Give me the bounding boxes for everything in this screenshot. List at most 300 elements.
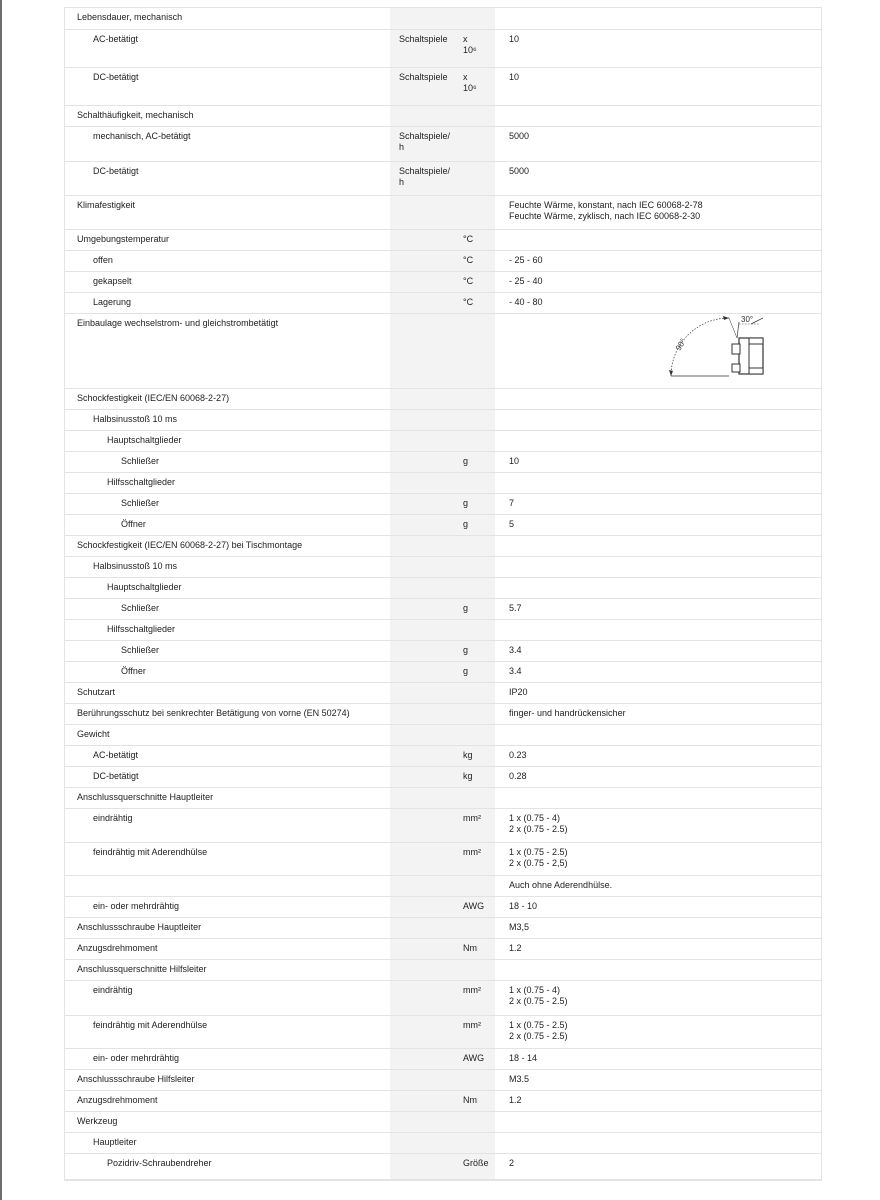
spec-unit-type-line: Schaltspiele <box>399 33 448 44</box>
spec-row <box>65 787 821 808</box>
spec-unit-line: Nm <box>463 1094 477 1105</box>
spec-value-line: 2 x (0.75 - 2.5) <box>509 995 568 1006</box>
spec-unit-type <box>390 1069 452 1090</box>
spec-label: DC-betätigt <box>65 766 390 787</box>
spec-row <box>65 703 821 724</box>
spec-value <box>495 451 821 472</box>
spec-label: Schließer <box>65 493 390 514</box>
spec-unit <box>452 917 495 938</box>
spec-value <box>495 577 821 598</box>
spec-value <box>495 917 821 938</box>
spec-value <box>495 388 821 409</box>
spec-label: Halbsinusstoß 10 ms <box>65 556 390 577</box>
spec-unit <box>452 313 495 388</box>
angle-90-label: 90° <box>673 336 688 352</box>
spec-unit-type <box>390 875 452 896</box>
spec-unit <box>452 787 495 808</box>
spec-unit-line: g <box>463 518 469 529</box>
spec-unit-type <box>390 161 452 195</box>
spec-label: Schließer <box>65 640 390 661</box>
spec-unit-type <box>390 938 452 959</box>
spec-unit <box>452 703 495 724</box>
spec-value-line: 3.4 <box>509 665 522 676</box>
spec-label: Lagerung <box>65 292 390 313</box>
spec-value <box>495 67 821 105</box>
spec-unit <box>452 766 495 787</box>
spec-unit <box>452 598 495 619</box>
spec-row <box>65 292 821 313</box>
spec-value <box>495 29 821 67</box>
spec-unit-type <box>390 896 452 917</box>
spec-row <box>65 842 821 875</box>
spec-label: Hauptschaltglieder <box>65 430 390 451</box>
mounting-position-diagram <box>659 316 789 382</box>
spec-value <box>495 703 821 724</box>
spec-label: Hauptleiter <box>65 1132 390 1153</box>
spec-unit <box>452 451 495 472</box>
spec-value-line: 1 x (0.75 - 4) <box>509 812 561 823</box>
spec-value-line: 7 <box>509 497 515 508</box>
spec-label: Pozidriv-Schraubendreher <box>65 1153 390 1179</box>
spec-unit-type <box>390 959 452 980</box>
spec-unit-line: x <box>463 33 468 44</box>
spec-unit-type <box>390 195 452 229</box>
spec-unit <box>452 271 495 292</box>
spec-unit-type <box>390 535 452 556</box>
spec-row <box>65 980 821 1015</box>
spec-label: ein- oder mehrdrähtig <box>65 896 390 917</box>
spec-value <box>495 875 821 896</box>
spec-value-line: 2 x (0.75 - 2.5) <box>509 1030 568 1041</box>
spec-row <box>65 1069 821 1090</box>
spec-unit <box>452 8 495 29</box>
spec-value <box>495 229 821 250</box>
spec-value-line: 0.28 <box>509 770 527 781</box>
spec-row <box>65 640 821 661</box>
spec-unit-type <box>390 556 452 577</box>
spec-row <box>65 250 821 271</box>
spec-value-line: 5000 <box>509 165 530 176</box>
spec-unit-type <box>390 292 452 313</box>
spec-value <box>495 409 821 430</box>
spec-value <box>495 1069 821 1090</box>
spec-value <box>495 1132 821 1153</box>
spec-value <box>495 682 821 703</box>
spec-row <box>65 896 821 917</box>
spec-unit-type <box>390 409 452 430</box>
spec-unit-type <box>390 105 452 126</box>
spec-value-line: Feuchte Wärme, konstant, nach IEC 60068-2-78 <box>509 199 703 210</box>
spec-value <box>495 938 821 959</box>
spec-unit-type <box>390 682 452 703</box>
spec-unit <box>452 472 495 493</box>
spec-row <box>65 1048 821 1069</box>
spec-unit <box>452 388 495 409</box>
spec-value-line: Auch ohne Aderendhülse. <box>509 879 613 890</box>
spec-unit <box>452 430 495 451</box>
spec-label: AC-betätigt <box>65 745 390 766</box>
spec-unit <box>452 619 495 640</box>
spec-row <box>65 1132 821 1153</box>
spec-unit-line: °C <box>463 275 474 286</box>
spec-value <box>495 292 821 313</box>
spec-unit-type <box>390 1132 452 1153</box>
spec-row <box>65 808 821 842</box>
spec-label: Gewicht <box>65 724 390 745</box>
spec-unit-line: Nm <box>463 942 477 953</box>
spec-unit-line: x <box>463 71 468 82</box>
spec-unit-line: mm² <box>463 1019 481 1030</box>
spec-value <box>495 493 821 514</box>
spec-value <box>495 598 821 619</box>
spec-unit <box>452 875 495 896</box>
spec-row <box>65 682 821 703</box>
spec-row <box>65 556 821 577</box>
spec-row <box>65 598 821 619</box>
spec-unit-line: °C <box>463 233 474 244</box>
spec-unit <box>452 938 495 959</box>
spec-row <box>65 161 821 195</box>
spec-unit-type <box>390 8 452 29</box>
spec-value <box>495 808 821 842</box>
spec-unit <box>452 67 495 105</box>
spec-label: Anschlussquerschnitte Hilfsleiter <box>65 959 390 980</box>
spec-unit-line: mm² <box>463 846 481 857</box>
spec-label: Anschlussschraube Hilfsleiter <box>65 1069 390 1090</box>
spec-label: Lebensdauer, mechanisch <box>65 8 390 29</box>
spec-label: Klimafestigkeit <box>65 195 390 229</box>
spec-label: Anzugsdrehmoment <box>65 1090 390 1111</box>
spec-value <box>495 161 821 195</box>
spec-label: Öffner <box>65 514 390 535</box>
spec-label: Umgebungstemperatur <box>65 229 390 250</box>
spec-value-line: 18 - 14 <box>509 1052 538 1063</box>
spec-value-line: IP20 <box>509 686 528 697</box>
spec-label: Halbsinusstoß 10 ms <box>65 409 390 430</box>
spec-row <box>65 938 821 959</box>
spec-value-line: 2 x (0.75 - 2.5) <box>509 823 568 834</box>
spec-unit-type <box>390 430 452 451</box>
spec-label: Schockfestigkeit (IEC/EN 60068-2-27) bei Tischmontage <box>65 535 390 556</box>
spec-unit-line: 10⁶ <box>463 82 477 93</box>
spec-unit <box>452 1153 495 1179</box>
angle-30-label: 30° <box>741 315 754 324</box>
spec-unit-line: AWG <box>463 1052 485 1063</box>
spec-unit-line: g <box>463 644 469 655</box>
spec-unit <box>452 29 495 67</box>
spec-unit-type <box>390 808 452 842</box>
spec-unit <box>452 195 495 229</box>
spec-row <box>65 959 821 980</box>
spec-unit-type <box>390 724 452 745</box>
spec-sheet <box>64 7 822 1181</box>
spec-unit-line: g <box>463 665 469 676</box>
spec-row <box>65 8 821 29</box>
spec-unit <box>452 661 495 682</box>
spec-value <box>495 556 821 577</box>
spec-value <box>495 250 821 271</box>
spec-unit <box>452 105 495 126</box>
spec-row <box>65 229 821 250</box>
spec-row <box>65 535 821 556</box>
spec-unit-type-line: h <box>399 176 405 187</box>
spec-unit-type <box>390 703 452 724</box>
spec-label: gekapselt <box>65 271 390 292</box>
spec-unit-line: g <box>463 455 469 466</box>
spec-row <box>65 195 821 229</box>
spec-unit-type <box>390 472 452 493</box>
spec-unit-line: AWG <box>463 900 485 911</box>
spec-unit <box>452 556 495 577</box>
spec-value-line: Feuchte Wärme, zyklisch, nach IEC 60068-2-30 <box>509 210 701 221</box>
spec-label <box>65 875 390 896</box>
spec-unit <box>452 577 495 598</box>
spec-label: Schließer <box>65 598 390 619</box>
spec-label: Hilfsschaltglieder <box>65 619 390 640</box>
spec-unit-type <box>390 1090 452 1111</box>
spec-unit <box>452 682 495 703</box>
spec-row <box>65 1111 821 1132</box>
spec-row <box>65 271 821 292</box>
spec-unit <box>452 514 495 535</box>
spec-row <box>65 451 821 472</box>
spec-label: offen <box>65 250 390 271</box>
spec-unit <box>452 161 495 195</box>
spec-unit-type <box>390 29 452 67</box>
spec-value <box>495 313 821 388</box>
spec-value <box>495 959 821 980</box>
spec-unit-type <box>390 229 452 250</box>
spec-row <box>65 493 821 514</box>
spec-unit-line: °C <box>463 254 474 265</box>
spec-unit-type-line: Schaltspiele/ <box>399 165 451 176</box>
spec-unit-type <box>390 766 452 787</box>
spec-label: Schutzart <box>65 682 390 703</box>
spec-value <box>495 619 821 640</box>
spec-unit-line: °C <box>463 296 474 307</box>
spec-unit-line: mm² <box>463 984 481 995</box>
spec-value <box>495 1090 821 1111</box>
spec-row <box>65 875 821 896</box>
spec-row <box>65 430 821 451</box>
spec-label: Öffner <box>65 661 390 682</box>
spec-unit <box>452 1069 495 1090</box>
spec-row <box>65 724 821 745</box>
spec-unit <box>452 896 495 917</box>
spec-value <box>495 271 821 292</box>
spec-unit-type <box>390 388 452 409</box>
spec-value-line: 5 <box>509 518 515 529</box>
spec-label: AC-betätigt <box>65 29 390 67</box>
spec-label: Anschlussschraube Hauptleiter <box>65 917 390 938</box>
spec-row <box>65 514 821 535</box>
spec-label: Schalthäufigkeit, mechanisch <box>65 105 390 126</box>
spec-label: Schockfestigkeit (IEC/EN 60068-2-27) <box>65 388 390 409</box>
spec-unit-type <box>390 126 452 161</box>
spec-row <box>65 388 821 409</box>
spec-unit-type <box>390 842 452 875</box>
spec-unit-line: g <box>463 497 469 508</box>
spec-unit <box>452 959 495 980</box>
spec-value-line: 1.2 <box>509 942 522 953</box>
spec-unit <box>452 1111 495 1132</box>
spec-value-line: 1 x (0.75 - 2.5) <box>509 1019 568 1030</box>
spec-value <box>495 126 821 161</box>
spec-unit-line: Größe <box>463 1157 489 1168</box>
spec-unit <box>452 1132 495 1153</box>
spec-value-line: 10 <box>509 33 520 44</box>
spec-value <box>495 980 821 1015</box>
spec-value-line: - 25 - 60 <box>509 254 543 265</box>
spec-unit-type-line: Schaltspiele <box>399 71 448 82</box>
spec-unit-type <box>390 1048 452 1069</box>
spec-value <box>495 1048 821 1069</box>
spec-label: Schließer <box>65 451 390 472</box>
spec-row <box>65 1015 821 1048</box>
spec-unit <box>452 535 495 556</box>
spec-unit <box>452 980 495 1015</box>
window-edge <box>0 0 2 1200</box>
spec-unit-type <box>390 493 452 514</box>
spec-unit-type <box>390 313 452 388</box>
spec-unit-type <box>390 661 452 682</box>
spec-value-line: 2 <box>509 1157 515 1168</box>
spec-row <box>65 67 821 105</box>
spec-row <box>65 105 821 126</box>
spec-unit <box>452 724 495 745</box>
spec-value <box>495 1111 821 1132</box>
spec-value <box>495 430 821 451</box>
spec-value <box>495 472 821 493</box>
spec-row <box>65 1153 821 1179</box>
spec-label: Anschlussquerschnitte Hauptleiter <box>65 787 390 808</box>
spec-unit-type <box>390 917 452 938</box>
spec-table <box>65 8 821 1180</box>
spec-value <box>495 514 821 535</box>
spec-label: Hauptschaltglieder <box>65 577 390 598</box>
spec-unit <box>452 292 495 313</box>
spec-label: DC-betätigt <box>65 67 390 105</box>
spec-value-line: 10 <box>509 455 520 466</box>
spec-label: eindrähtig <box>65 808 390 842</box>
spec-unit-type <box>390 451 452 472</box>
spec-row <box>65 661 821 682</box>
spec-value-line: M3.5 <box>509 1073 530 1084</box>
spec-value-line: M3,5 <box>509 921 530 932</box>
spec-value-line: 1.2 <box>509 1094 522 1105</box>
spec-unit-type <box>390 598 452 619</box>
spec-unit-type <box>390 250 452 271</box>
spec-value-line: finger- und handrückensicher <box>509 707 626 718</box>
spec-unit <box>452 1015 495 1048</box>
spec-row <box>65 745 821 766</box>
spec-value-line: 3.4 <box>509 644 522 655</box>
spec-label: Berührungsschutz bei senkrechter Betätigung von vorne (EN 50274) <box>65 703 390 724</box>
spec-label: Hilfsschaltglieder <box>65 472 390 493</box>
spec-label: ein- oder mehrdrähtig <box>65 1048 390 1069</box>
spec-value <box>495 745 821 766</box>
spec-value-line: 1 x (0.75 - 2.5) <box>509 846 568 857</box>
spec-value <box>495 661 821 682</box>
spec-row <box>65 766 821 787</box>
spec-unit-type <box>390 1153 452 1179</box>
spec-unit-type <box>390 67 452 105</box>
spec-unit <box>452 1090 495 1111</box>
spec-value <box>495 787 821 808</box>
spec-unit-type-line: Schaltspiele/ <box>399 130 451 141</box>
spec-unit-type <box>390 980 452 1015</box>
spec-label: feindrähtig mit Aderendhülse <box>65 842 390 875</box>
spec-unit-line: kg <box>463 770 473 781</box>
spec-unit-type <box>390 787 452 808</box>
spec-unit <box>452 745 495 766</box>
spec-row <box>65 472 821 493</box>
spec-value <box>495 8 821 29</box>
spec-value-line: 1 x (0.75 - 4) <box>509 984 561 995</box>
spec-unit <box>452 842 495 875</box>
spec-unit-type <box>390 577 452 598</box>
spec-table-body <box>65 8 821 1179</box>
spec-unit-line: mm² <box>463 812 481 823</box>
spec-value <box>495 896 821 917</box>
spec-row <box>65 29 821 67</box>
spec-unit-line: 10⁶ <box>463 44 477 55</box>
spec-value <box>495 842 821 875</box>
spec-row <box>65 126 821 161</box>
spec-unit <box>452 808 495 842</box>
spec-value-line: - 40 - 80 <box>509 296 543 307</box>
spec-value <box>495 766 821 787</box>
spec-unit <box>452 229 495 250</box>
spec-label: Einbaulage wechselstrom- und gleichstrombetätigt <box>65 313 390 388</box>
spec-value-line: 5.7 <box>509 602 522 613</box>
spec-label: Werkzeug <box>65 1111 390 1132</box>
spec-value-line: 2 x (0.75 - 2,5) <box>509 857 568 868</box>
spec-row <box>65 619 821 640</box>
spec-value <box>495 105 821 126</box>
spec-value <box>495 1015 821 1048</box>
spec-unit <box>452 250 495 271</box>
spec-row <box>65 313 821 388</box>
spec-unit-type <box>390 745 452 766</box>
spec-value <box>495 1153 821 1179</box>
spec-unit-type-line: h <box>399 141 405 152</box>
spec-value <box>495 724 821 745</box>
spec-unit <box>452 1048 495 1069</box>
spec-unit-line: kg <box>463 749 473 760</box>
spec-row <box>65 917 821 938</box>
spec-label: mechanisch, AC-betätigt <box>65 126 390 161</box>
spec-unit-type <box>390 1015 452 1048</box>
spec-unit-type <box>390 1111 452 1132</box>
spec-row <box>65 577 821 598</box>
spec-unit <box>452 493 495 514</box>
spec-value <box>495 535 821 556</box>
spec-unit-type <box>390 271 452 292</box>
spec-label: DC-betätigt <box>65 161 390 195</box>
spec-unit-line: g <box>463 602 469 613</box>
spec-row <box>65 409 821 430</box>
spec-label: feindrähtig mit Aderendhülse <box>65 1015 390 1048</box>
spec-value <box>495 195 821 229</box>
spec-unit-type <box>390 619 452 640</box>
spec-unit <box>452 409 495 430</box>
spec-label: eindrähtig <box>65 980 390 1015</box>
spec-label: Anzugsdrehmoment <box>65 938 390 959</box>
spec-value-line: 10 <box>509 71 520 82</box>
spec-value-line: 18 - 10 <box>509 900 538 911</box>
spec-unit <box>452 640 495 661</box>
